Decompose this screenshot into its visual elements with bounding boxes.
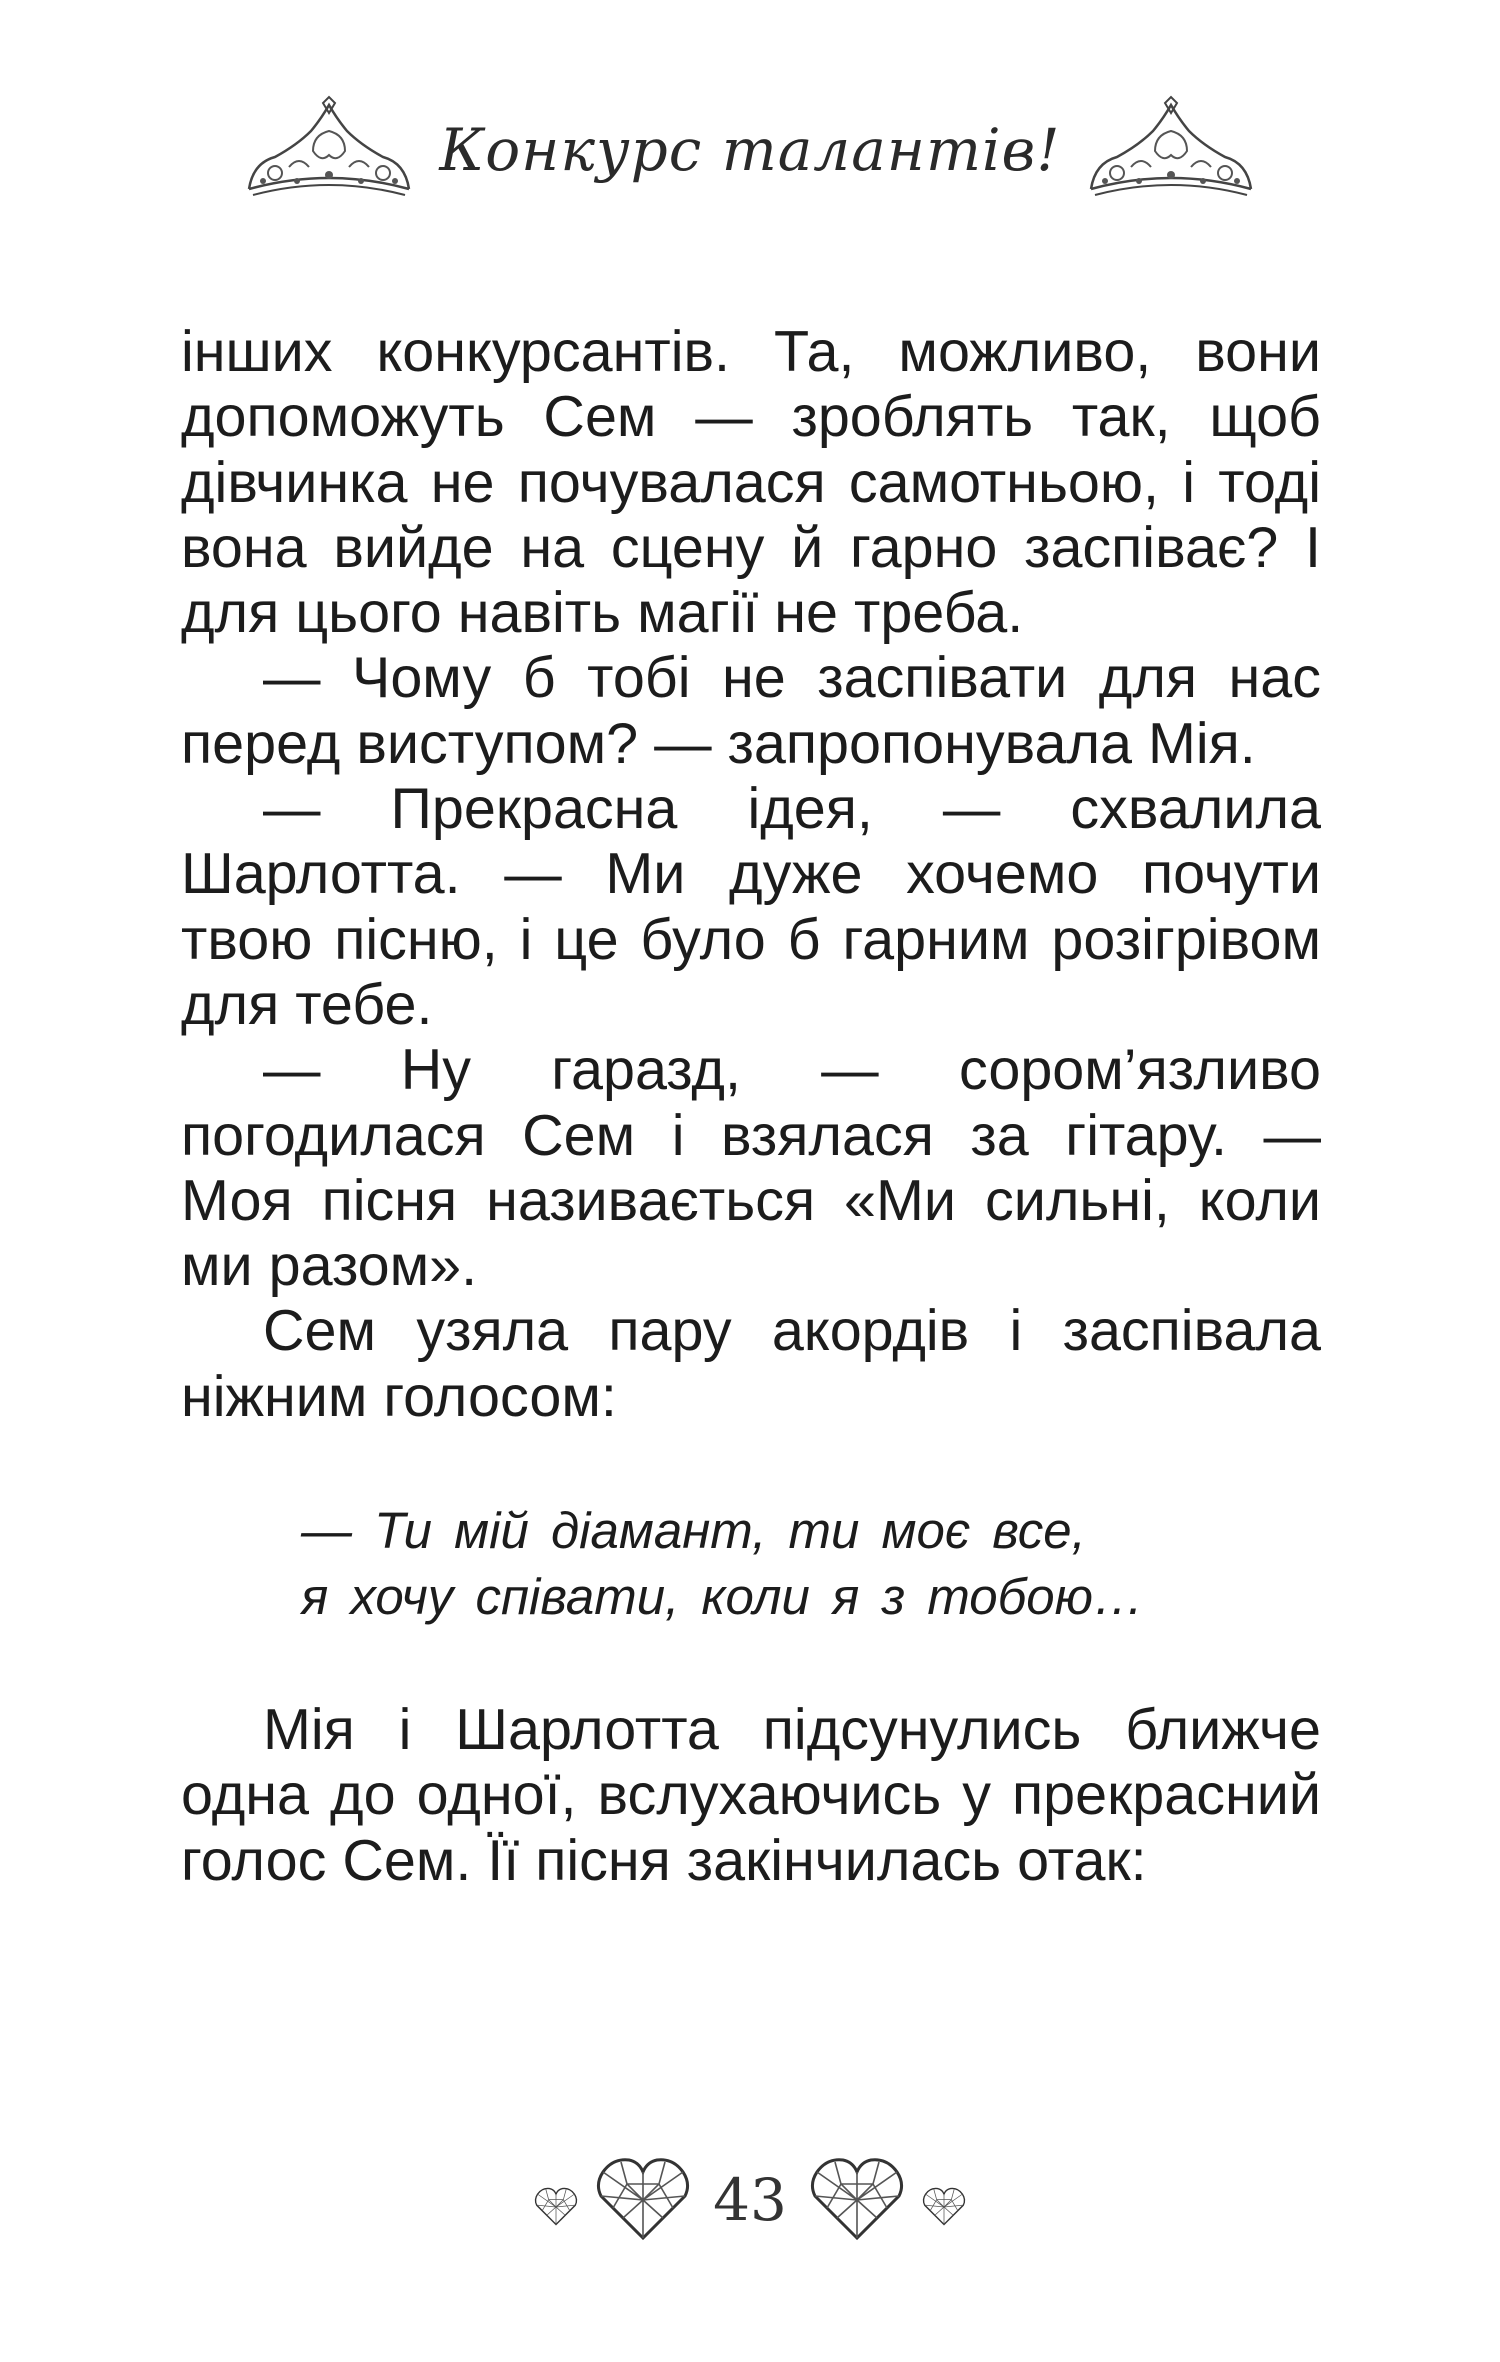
running-header: [0, 80, 1500, 220]
page-footer: [0, 2130, 1500, 2270]
song-verse: [301, 1498, 1321, 1630]
dialogue-paragraph: — Чому б тобі не заспівати для нас перед виступом? — запропонувала Мія.: [181, 646, 1321, 776]
page-number: 43: [713, 2166, 787, 2234]
verse-line: — Ти мій діамант, ти моє все,: [301, 1502, 1086, 1560]
page-text: [181, 320, 1321, 1894]
tiara-icon: [1081, 91, 1261, 209]
paragraph: інших конкурсантів. Та, можливо, вони допоможуть Сем — зроблять так, щоб дівчинка не почувалася самотньою, і тоді вона вийде на сцену й гарно заспіває? І для цього навіть магії не треба.: [181, 320, 1321, 646]
dialogue-paragraph: — Прекрасна ідея, — схвалила Шарлотта. — Ми дуже хочемо почути твою пісню, і це було б гарним розігрівом для тебе.: [181, 777, 1321, 1037]
heart-gem-icon: [919, 2184, 969, 2230]
heart-gem-icon: [801, 2150, 913, 2250]
heart-gem-icon: [587, 2150, 699, 2250]
book-title: Конкурс талантів!: [439, 116, 1061, 184]
dialogue-paragraph: — Ну гаразд, — сором’язливо погодилася Сем і взялася за гітару. — Моя пісня називається «Ми сильні, коли ми разом».: [181, 1038, 1321, 1299]
paragraph: Мія і Шарлотта підсунулись ближче одна до одної, вслухаючись у прекрасний голос Сем. Її пісня закінчилась отак:: [181, 1698, 1321, 1893]
heart-gem-icon: [531, 2184, 581, 2230]
tiara-icon: [239, 91, 419, 209]
paragraph: Сем узяла пару акордів і заспівала ніжним голосом:: [181, 1299, 1321, 1429]
verse-line: я хочу співати, коли я з тобою…: [301, 1568, 1145, 1626]
